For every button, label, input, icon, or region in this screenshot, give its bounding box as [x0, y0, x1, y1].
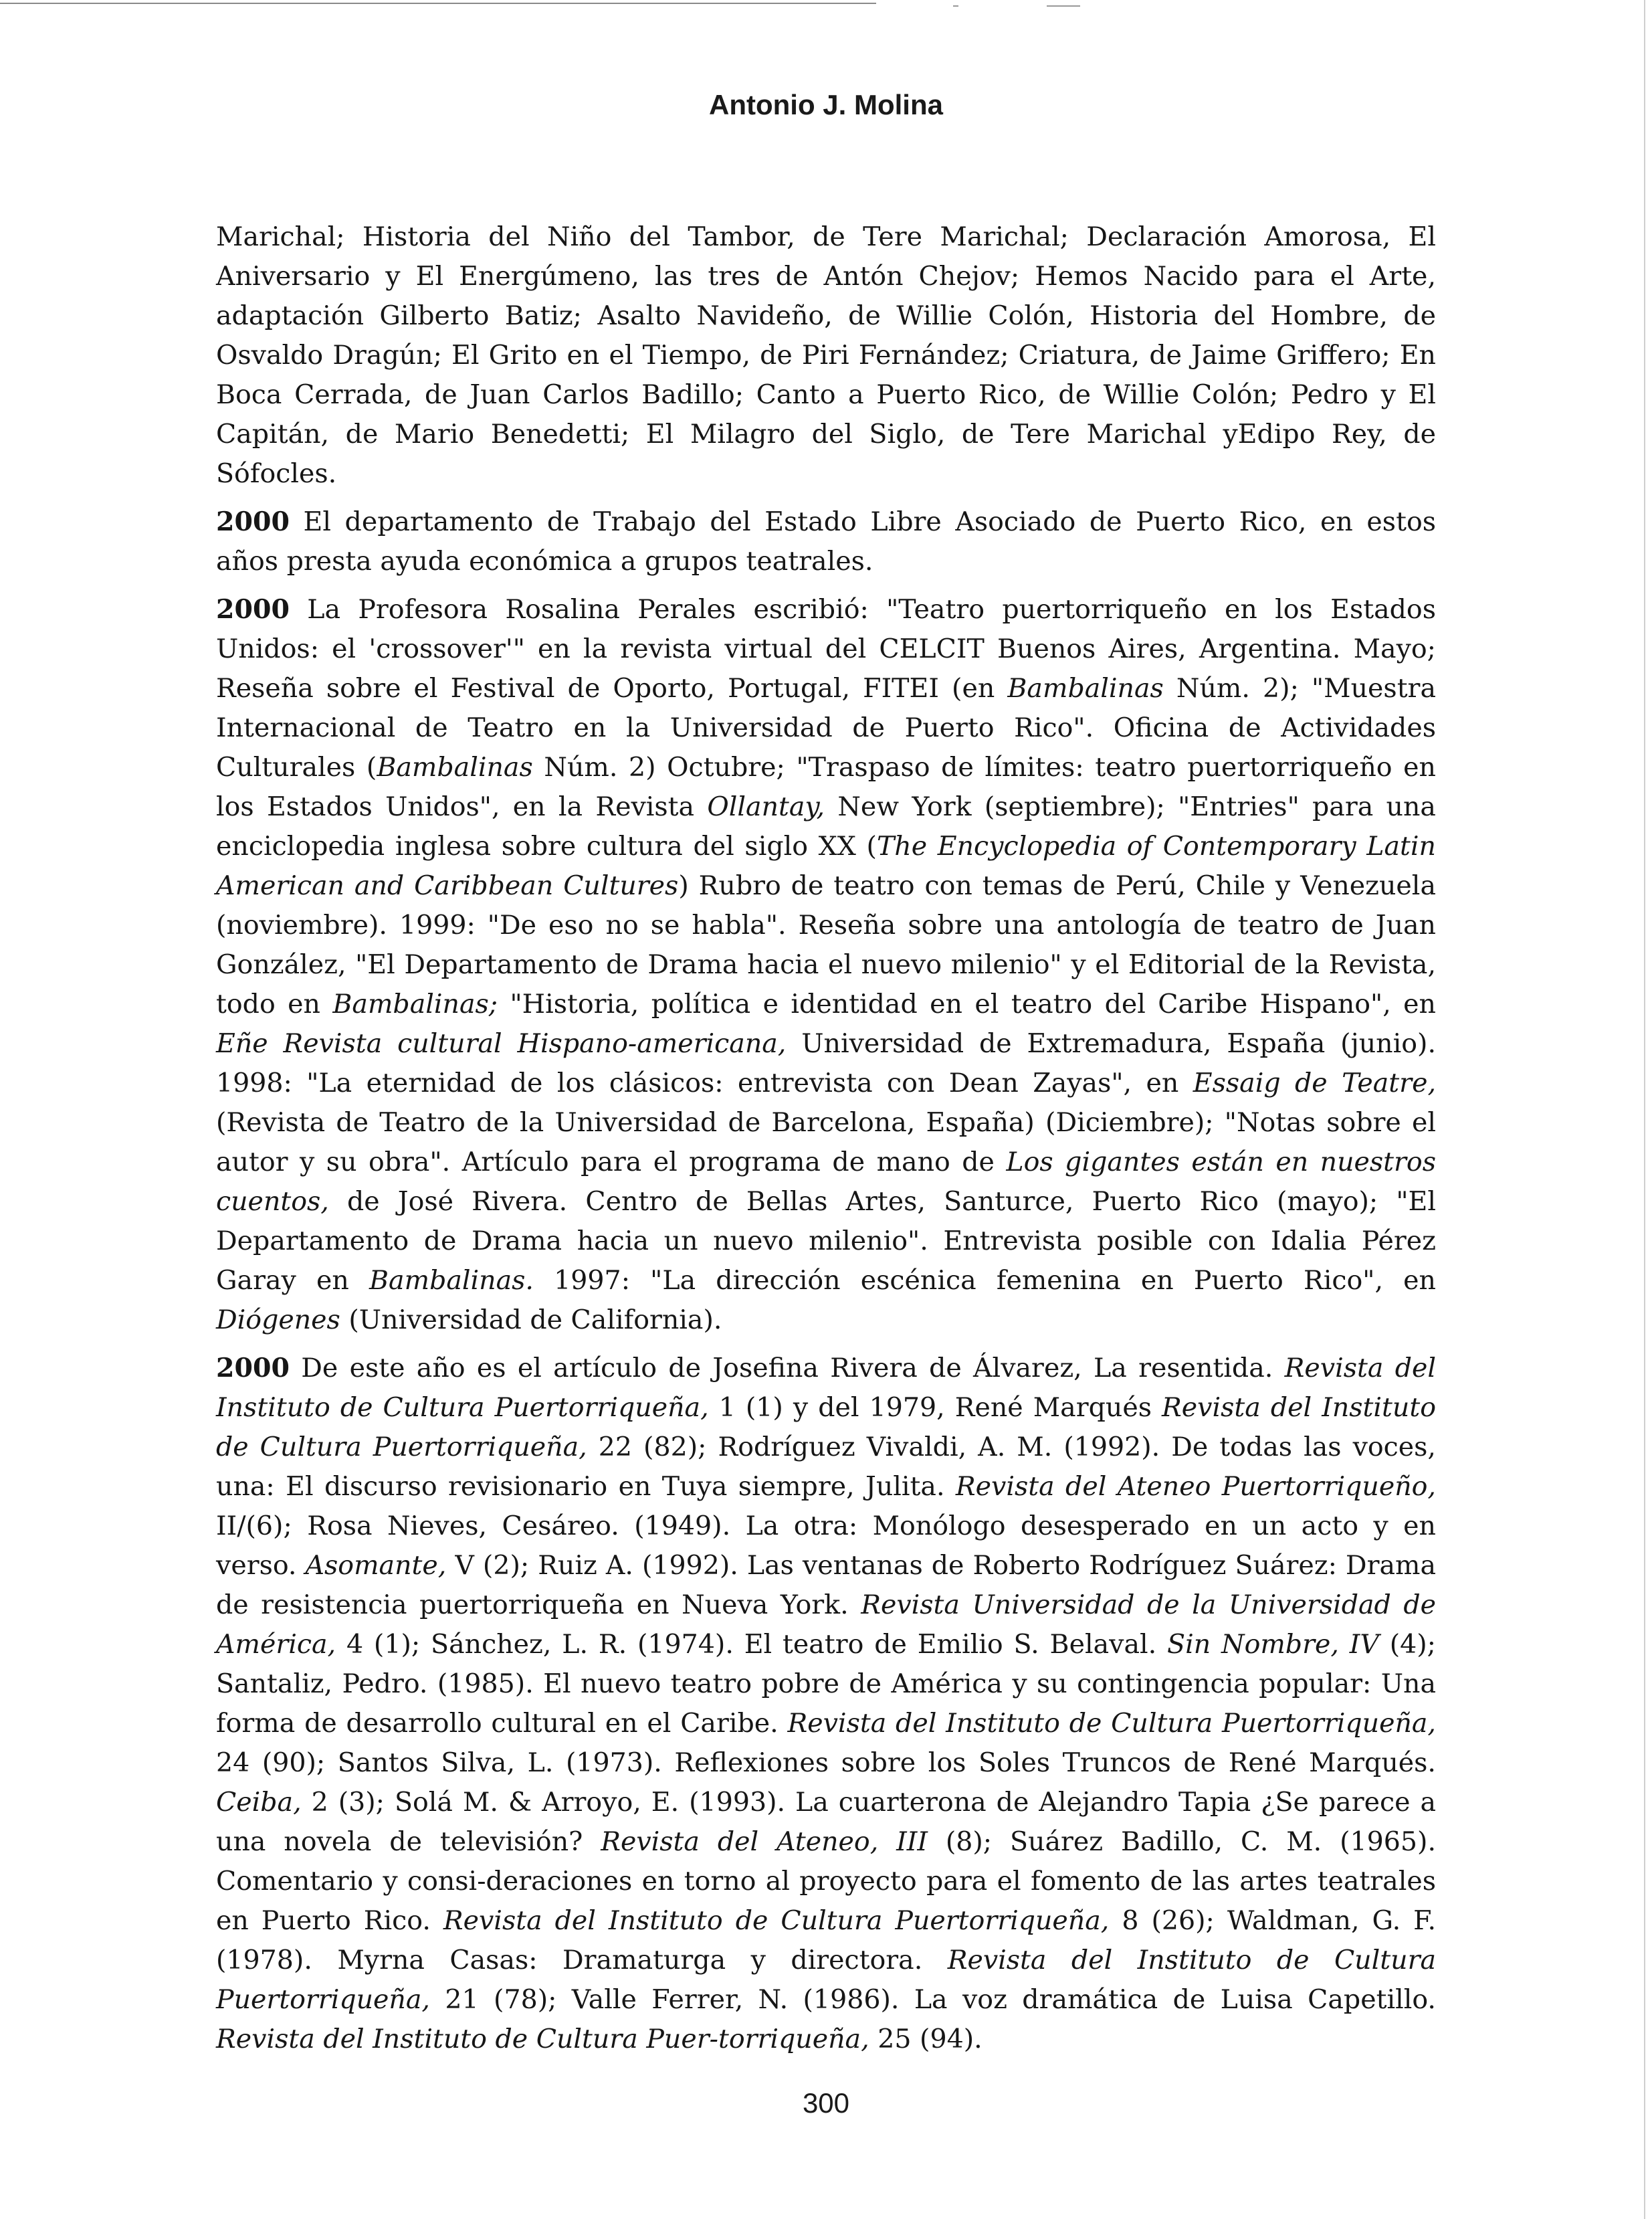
text-run: La Profesora Rosalina Perales escribió: "Teatro puertorriqueño en los Estados Unidos: el 'crossover'" en la revista virtual del CELCIT Buenos Aires, Argentina. Mayo; Reseña sobre el Festival de Oporto, Portugal, FITEI (en — [216, 594, 1436, 704]
italic-citation: Revista del Instituto de Cultura Puertorriqueña, — [787, 1708, 1436, 1739]
italic-citation: Revista del Instituto de Cultura Puer-torriqueña, — [216, 2024, 869, 2054]
text-run: 24 (90); Santos Silva, L. (1973). Reflexiones sobre los Soles Truncos de René Marqués. — [216, 1747, 1436, 1778]
text-run: 1 (1) y del 1979, René Marqués — [708, 1392, 1162, 1423]
paragraph — [216, 502, 1436, 581]
text-run: 22 (82); Rodríguez Vivaldi, A. M. (1992). De todas las voces, una: El discurso revisionario en Tuya siempre, Julita. — [216, 1432, 1436, 1502]
italic-citation: Los gigantes están en nuestros cuentos, — [216, 1147, 1436, 1217]
paragraph — [216, 217, 1436, 494]
text-run: Marichal; Historia del Niño del Tambor, de Tere Marichal; Declaración Amorosa, El Aniversario y El Energúmeno, las tres de Antón Chejov; Hemos Nacido para el Arte, adaptación Gilberto Batiz; Asalto Navideño, de Willie Colón, Historia del Hombre, de Osvaldo Dragún; El Grito en el Tiempo, de Piri Fernández; Criatura, de Jaime Griffero; En Boca Cerrada, de Juan Carlos Badillo; Canto a Puerto Rico, de Willie Colón; Pedro y El Capitán, de Mario Benedetti; El Milagro del Siglo, de Tere Marichal yEdipo Rey, de Sófocles. — [216, 221, 1436, 489]
text-run: (Revista de Teatro de la Universidad de Barcelona, España) (Diciembre); "Notas sobre el autor y su obra". Artículo para el programa de mano de — [216, 1107, 1436, 1177]
text-run: V (2); Ruiz A. (1992). Las ventanas de Roberto Rodríguez Suárez: Drama de resistencia puertorriqueña en Nueva York. — [216, 1550, 1437, 1620]
paragraph — [216, 590, 1436, 1340]
italic-citation: Revista del Instituto de Cultura Puertorriqueña, — [216, 1353, 1437, 1423]
text-run: Núm. 2); "Muestra Internacional de Teatro en la Universidad de Puerto Rico". Oficina de Actividades Culturales ( — [216, 673, 1436, 783]
entry-year: 2000 — [216, 1353, 290, 1383]
text-run: "Historia, política e identidad en el teatro del Caribe Hispano", en — [498, 989, 1436, 1020]
italic-citation: Ollantay, — [707, 791, 825, 822]
text-run: 4 (1); Sánchez, L. R. (1974). El teatro de Emilio S. Belaval. — [336, 1629, 1168, 1660]
italic-citation: Bambalinas. — [369, 1265, 534, 1296]
scan-mark — [953, 5, 958, 7]
body-text — [216, 217, 1436, 2068]
italic-citation: Essaig de Teatre, — [1193, 1068, 1436, 1098]
italic-citation: Eñe Revista cultural Hispano-americana, — [216, 1028, 787, 1059]
italic-citation: Ceiba, — [216, 1787, 302, 1818]
italic-citation: Revista del Instituto de Cultura Puertorriqueña, — [216, 1392, 1436, 1462]
italic-citation: The Encyclopedia of Contemporary Latin American and Caribbean Cultures — [216, 831, 1436, 901]
text-run: (4); Santaliz, Pedro. (1985). El nuevo teatro pobre de América y su contingencia popular: Una forma de desarrollo cultural en el Caribe. — [216, 1629, 1436, 1739]
text-run: (8); Suárez Badillo, C. M. (1965). Comentario y consi-deraciones en torno al proyecto para el fomento de las artes teatrales en Puerto Rico. — [216, 1826, 1437, 1936]
italic-citation: Revista del Instituto de Cultura Puertorriqueña, — [216, 1945, 1437, 2015]
italic-citation: Bambalinas; — [332, 989, 498, 1020]
italic-citation: Revista del Instituto de Cultura Puertorriqueña, — [443, 1905, 1110, 1936]
italic-citation: Revista del Ateneo, III — [601, 1826, 928, 1857]
scan-mark — [1047, 5, 1080, 7]
text-run: El departamento de Trabajo del Estado Libre Asociado de Puerto Rico, en estos años presta ayuda económica a grupos teatrales. — [216, 506, 1436, 577]
entry-year: 2000 — [216, 594, 290, 625]
text-run: Núm. 2) Octubre; "Traspaso de límites: teatro puertorriqueño en los Estados Unidos", en la Revista — [216, 752, 1436, 822]
text-run: 1997: "La dirección escénica femenina en Puerto Rico", en — [533, 1265, 1436, 1296]
italic-citation: Bambalinas — [1007, 673, 1164, 704]
text-run: 8 (26); Waldman, G. F. (1978). Myrna Casas: Dramaturga y directora. — [216, 1905, 1436, 1975]
scan-edge-top — [0, 3, 876, 4]
text-run: De este año es el artículo de Josefina Rivera de Álvarez, La resentida. — [289, 1353, 1285, 1383]
italic-citation: Revista del Ateneo Puertorriqueño, — [955, 1471, 1436, 1502]
text-run: Universidad de Extremadura, España (junio). 1998: "La eternidad de los clásicos: entrevista con Dean Zayas", en — [216, 1028, 1436, 1098]
text-run: 2 (3); Solá M. & Arroyo, E. (1993). La cuarterona de Alejandro Tapia ¿Se parece a una novela de televisión? — [216, 1787, 1436, 1857]
page-number: 300 — [802, 2087, 850, 2119]
text-run: ) Rubro de teatro con temas de Perú, Chile y Venezuela (noviembre). 1999: "De eso no se habla". Reseña sobre una antología de teatro de Juan González, "El Departamento de Drama hacia el nuevo milenio" y el Editorial de la Revista, todo en — [216, 870, 1436, 1020]
text-run: New York (septiembre); "Entries" para una enciclopedia inglesa sobre cultura del siglo XX ( — [216, 791, 1436, 862]
paragraph — [216, 1349, 1436, 2059]
text-run: 25 (94). — [869, 2024, 983, 2054]
text-run: 21 (78); Valle Ferrer, N. (1986). La voz dramática de Luisa Capetillo. — [429, 1984, 1436, 2015]
entry-year: 2000 — [216, 506, 290, 537]
running-header: Antonio J. Molina — [709, 89, 943, 120]
italic-citation: Asomante, — [305, 1550, 447, 1581]
scan-edge-right — [1644, 0, 1645, 2219]
text-run: (Universidad de California). — [340, 1305, 722, 1335]
italic-citation: Revista Universidad de la Universidad de América, — [216, 1589, 1436, 1660]
text-run: de José Rivera. Centro de Bellas Artes, Santurce, Puerto Rico (mayo); "El Departamento de Drama hacia un nuevo milenio". Entrevista posible con Idalia Pérez Garay en — [216, 1186, 1436, 1296]
italic-citation: Bambalinas — [377, 752, 533, 783]
text-run: II/(6); Rosa Nieves, Cesáreo. (1949). La otra: Monólogo desesperado en un acto y en verso. — [216, 1511, 1436, 1581]
italic-citation: Diógenes — [216, 1305, 340, 1335]
italic-citation: Sin Nombre, IV — [1167, 1629, 1379, 1660]
